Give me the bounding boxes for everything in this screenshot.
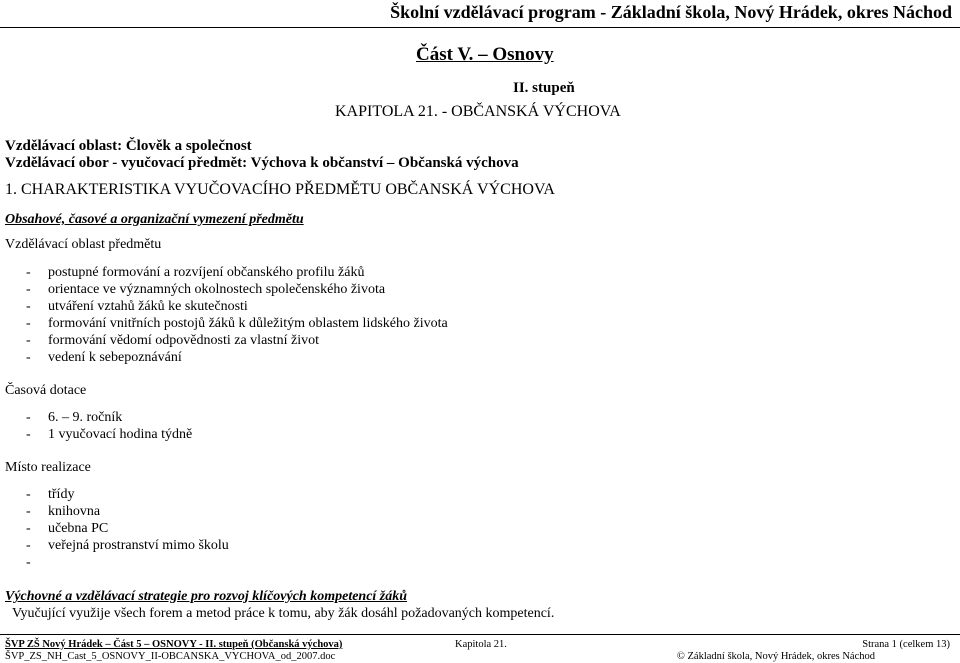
list-item: - formování vědomí odpovědnosti za vlastní život — [26, 333, 320, 348]
subject-line: Vzdělávací obor - vyučovací předmět: Výchova k občanství – Občanská výchova — [5, 155, 519, 171]
list-item: - — [26, 555, 31, 570]
strategy-text: Vyučující využije všech forem a metod práce k tomu, aby žák dosáhl požadovaných kompetencí. — [12, 606, 555, 621]
content-area-list — [26, 264, 448, 366]
stage-label: II. stupeň — [513, 80, 575, 96]
educational-area-line: Vzdělávací oblast: Člověk a společnost — [5, 138, 252, 154]
time-allocation-label: Časová dotace — [5, 383, 87, 398]
list-item: - postupné formování a rozvíjení občanského profilu žáků — [26, 265, 365, 280]
section-heading: 1. CHARAKTERISTIKA VYUČOVACÍHO PŘEDMĚTU OBČANSKÁ VÝCHOVA — [5, 181, 555, 198]
part-title: Část V. – Osnovy — [416, 44, 554, 65]
list-item: - třídy — [26, 487, 75, 502]
educational-area-block — [5, 138, 519, 172]
list-item: - formování vnitřních postojů žáků k důležitým oblastem lidského života — [26, 316, 448, 331]
list-item: - knihovna — [26, 504, 101, 519]
list-item: - veřejná prostranství mimo školu — [26, 538, 229, 553]
subsection-heading: Obsahové, časové a organizační vymezení předmětu — [5, 212, 304, 227]
list-item: - učebna PC — [26, 521, 109, 536]
location-list — [26, 486, 229, 571]
footer-chapter: Kapitola 21. — [455, 639, 507, 650]
list-item: - 1 vyučovací hodina týdně — [26, 427, 193, 442]
page-header-title: Školní vzdělávací program - Základní škola, Nový Hrádek, okres Náchod — [390, 2, 952, 22]
strategy-heading: Výchovné a vzdělávací strategie pro rozvoj klíčových kompetencí žáků — [5, 589, 408, 604]
list-item: - utváření vztahů žáků ke skutečnosti — [26, 299, 248, 314]
footer-copyright: © Základní škola, Nový Hrádek, okres Náchod — [676, 651, 875, 662]
list-item: - orientace ve významných okolnostech společenského života — [26, 282, 386, 297]
footer-page-number: Strana 1 (celkem 13) — [862, 639, 950, 650]
chapter-title: KAPITOLA 21. - OBČANSKÁ VÝCHOVA — [335, 103, 621, 120]
footer-filename: ŠVP_ZS_NH_Cast_5_OSNOVY_II-OBCANSKA_VYCHOVA_od_2007.doc — [5, 651, 336, 662]
content-area-label: Vzdělávací oblast předmětu — [5, 237, 162, 252]
time-allocation-list — [26, 409, 192, 443]
footer-document-title: ŠVP ZŠ Nový Hrádek – Část 5 – OSNOVY - II. stupeň (Občanská výchova) — [5, 639, 343, 650]
list-item: - vedení k sebepoznávání — [26, 350, 182, 365]
footer-divider — [0, 634, 960, 635]
list-item: - 6. – 9. ročník — [26, 410, 123, 425]
header-divider — [0, 27, 960, 28]
location-label: Místo realizace — [5, 460, 91, 475]
